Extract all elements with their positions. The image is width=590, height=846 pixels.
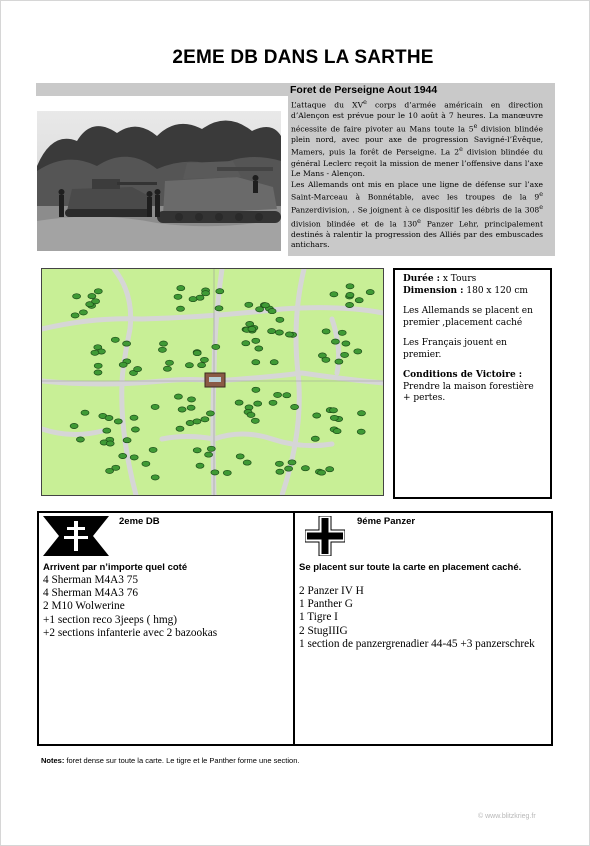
tree-icon (243, 460, 251, 465)
tree-icon (106, 441, 114, 446)
tree-icon (130, 455, 138, 460)
tree-icon (88, 294, 96, 299)
intro-paragraph-2: Les Allemands ont mis en place une ligne de défense sur l’axe Saint-Marceau à Bonnétable, avec les troupes de la 9e Panzerdivision, . Se joignent à ce dispositif les débris de la 308e division blindée et de la 130e Panzer Lehr, principalement destinés à ralentir la progression des Alliés par des embuscades antichars. (291, 179, 543, 250)
tree-icon (134, 367, 142, 372)
tree-icon (251, 418, 259, 423)
tree-icon (70, 423, 78, 428)
tree-icon (313, 413, 321, 418)
tree-icon (185, 363, 193, 368)
german-setup-heading: Se placent sur toute la carte en placement caché. (299, 562, 522, 573)
tree-icon (123, 341, 131, 346)
tree-icon (193, 351, 201, 356)
tree-icon (193, 448, 201, 453)
tree-icon (248, 326, 256, 331)
tree-icon (355, 298, 363, 303)
victory-conditions: Conditions de Victoire : Prendre la maison forestière + pertes. (403, 370, 534, 403)
allied-forces (39, 513, 293, 744)
allied-force-name: 2eme DB (119, 516, 160, 527)
tree-icon (274, 392, 282, 397)
tree-icon (111, 337, 119, 342)
tree-icon (322, 357, 330, 362)
tree-icon (215, 306, 223, 311)
tree-icon (158, 347, 166, 352)
tree-icon (330, 292, 338, 297)
tree-icon (177, 306, 185, 311)
tree-icon (330, 408, 338, 413)
historical-intro (288, 96, 546, 256)
tree-icon (207, 446, 215, 451)
tree-icon (176, 426, 184, 431)
tree-icon (174, 394, 182, 399)
tree-icon (79, 310, 87, 315)
allied-arrival: Arrivent par n’importe quel coté (43, 562, 188, 573)
tree-icon (123, 438, 131, 443)
tree-icon (178, 407, 186, 412)
copyright-footer: © www.blitzkrieg.fr (478, 813, 536, 820)
tree-icon (318, 470, 326, 475)
tree-icon (151, 404, 159, 409)
tree-icon (283, 393, 291, 398)
tree-icon (187, 405, 195, 410)
tree-icon (76, 437, 84, 442)
cross-of-lorraine-icon (43, 516, 109, 561)
tree-icon (163, 366, 171, 371)
tree-icon (268, 309, 276, 314)
tree-icon (245, 302, 253, 307)
tree-icon (346, 284, 354, 289)
tree-icon (341, 352, 349, 357)
tree-icon (94, 289, 102, 294)
tree-icon (166, 360, 174, 365)
unit-item: 1 Tigre I (299, 611, 338, 624)
tree-icon (311, 436, 319, 441)
tree-icon (346, 292, 354, 297)
unit-item: 2 M10 Wolwerine (43, 600, 125, 613)
page-title: 2EME DB DANS LA SARTHE (172, 47, 434, 68)
tree-icon (335, 359, 343, 364)
scenario-subtitle: Foret de Perseigne Aout 1944 (290, 84, 438, 96)
tree-icon (94, 370, 102, 375)
tree-icon (330, 415, 338, 420)
tree-icon (205, 452, 213, 457)
tree-icon (216, 289, 224, 294)
tree-icon (270, 360, 278, 365)
tree-icon (236, 454, 244, 459)
tree-icon (212, 344, 220, 349)
tree-icon (276, 317, 284, 322)
tree-icon (130, 415, 138, 420)
tree-icon (301, 466, 309, 471)
tree-icon (254, 401, 262, 406)
tree-icon (201, 417, 209, 422)
tree-icon (149, 447, 157, 452)
tree-icon (119, 453, 127, 458)
duration-line: Durée : x Tours Dimension : 180 x 120 cm (403, 274, 528, 296)
german-setup: Les Allemands se placent en premier ,placement caché (403, 306, 533, 328)
tree-icon (354, 349, 362, 354)
tree-icon (142, 461, 150, 466)
tree-icon (193, 419, 201, 424)
tree-icon (92, 299, 100, 304)
tree-icon (285, 332, 293, 337)
tree-icon (342, 341, 350, 346)
tree-icon (223, 470, 231, 475)
tree-icon (255, 346, 263, 351)
tree-icon (262, 303, 270, 308)
tree-icon (331, 339, 339, 344)
tree-icon (275, 330, 283, 335)
tree-icon (235, 400, 243, 405)
tree-icon (268, 329, 276, 334)
intro-paragraph-1: L’attaque du XVe corps d’armée américain en direction d’Alençon est prévue pour le 10 août à 7 heures. La manœuvre nécessite de faire pivoter au Mans toute la 5e division blindée plein nord, avec pour axe de progression Savigné-l’Évêque, Mamers, puis la forêt de Perseigne. La 2e division blindée du général Leclerc reçoit la mission de mener l’offensive dans l’axe Le Mans - Alençon. (291, 99, 544, 179)
german-forces (295, 513, 549, 744)
tree-icon (198, 363, 206, 368)
tree-icon (252, 387, 260, 392)
tree-icon (94, 363, 102, 368)
scenario-info (393, 268, 552, 499)
tree-icon (275, 461, 283, 466)
tree-icon (211, 470, 219, 475)
tree-icon (242, 341, 250, 346)
tree-icon (81, 410, 89, 415)
forest-house-icon (205, 373, 225, 387)
tree-icon (326, 467, 334, 472)
unit-item: 4 Sherman M4A3 75 (43, 574, 139, 586)
unit-item: 1 section de panzergrenadier 44-45 +3 panzerschrek (299, 637, 535, 650)
tree-icon (291, 404, 299, 409)
tree-icon (366, 290, 374, 295)
tree-icon (71, 313, 79, 318)
tree-icon (196, 463, 204, 468)
tree-icon (200, 357, 208, 362)
allied-unit-list (43, 574, 217, 640)
tree-icon (114, 419, 122, 424)
tree-icon (151, 475, 159, 480)
german-unit-list (299, 585, 539, 651)
french-setup: Les Français jouent en premier. (403, 338, 507, 360)
tree-icon (322, 329, 330, 334)
tree-icon (177, 286, 185, 291)
tree-icon (119, 362, 127, 367)
tree-icon (338, 330, 346, 335)
unit-item: +1 section reco 3jeeps ( hmg) (43, 613, 178, 626)
unit-item: 2 StugIIIG (299, 624, 348, 637)
tree-icon (346, 302, 354, 307)
tree-icon (91, 350, 99, 355)
tree-icon (174, 294, 182, 299)
unit-item: 1 Panther G (299, 598, 353, 611)
tree-icon (252, 338, 260, 343)
tree-icon (357, 429, 365, 434)
tree-icon (112, 465, 120, 470)
tree-icon (73, 294, 81, 299)
tree-icon (103, 428, 111, 433)
tree-icon (189, 297, 197, 302)
balkenkreuz-icon (305, 516, 345, 561)
tree-icon (202, 291, 210, 296)
forces-table (37, 511, 553, 746)
sherman-tank-photo (37, 111, 281, 251)
scenario-notes: Notes: foret dense sur toute la carte. Le tigre et le Panther forme une section. (41, 756, 300, 765)
tree-icon (206, 411, 214, 416)
unit-item: +2 sections infanterie avec 2 bazookas (43, 626, 218, 639)
tree-icon (333, 429, 341, 434)
tree-icon (358, 411, 366, 416)
tree-icon (188, 397, 196, 402)
tree-icon (269, 400, 277, 405)
tree-icon (285, 466, 293, 471)
tree-icon (131, 427, 139, 432)
side-band (546, 83, 555, 256)
battle-map (41, 268, 384, 496)
german-force-name: 9éme Panzer (357, 516, 416, 527)
tree-icon (247, 412, 255, 417)
tree-icon (252, 360, 260, 365)
tree-icon (276, 469, 284, 474)
tree-icon (105, 415, 113, 420)
tree-icon (160, 341, 168, 346)
unit-item: 2 Panzer IV H (299, 585, 364, 597)
tree-icon (288, 460, 296, 465)
unit-item: 4 Sherman M4A3 76 (43, 587, 139, 600)
